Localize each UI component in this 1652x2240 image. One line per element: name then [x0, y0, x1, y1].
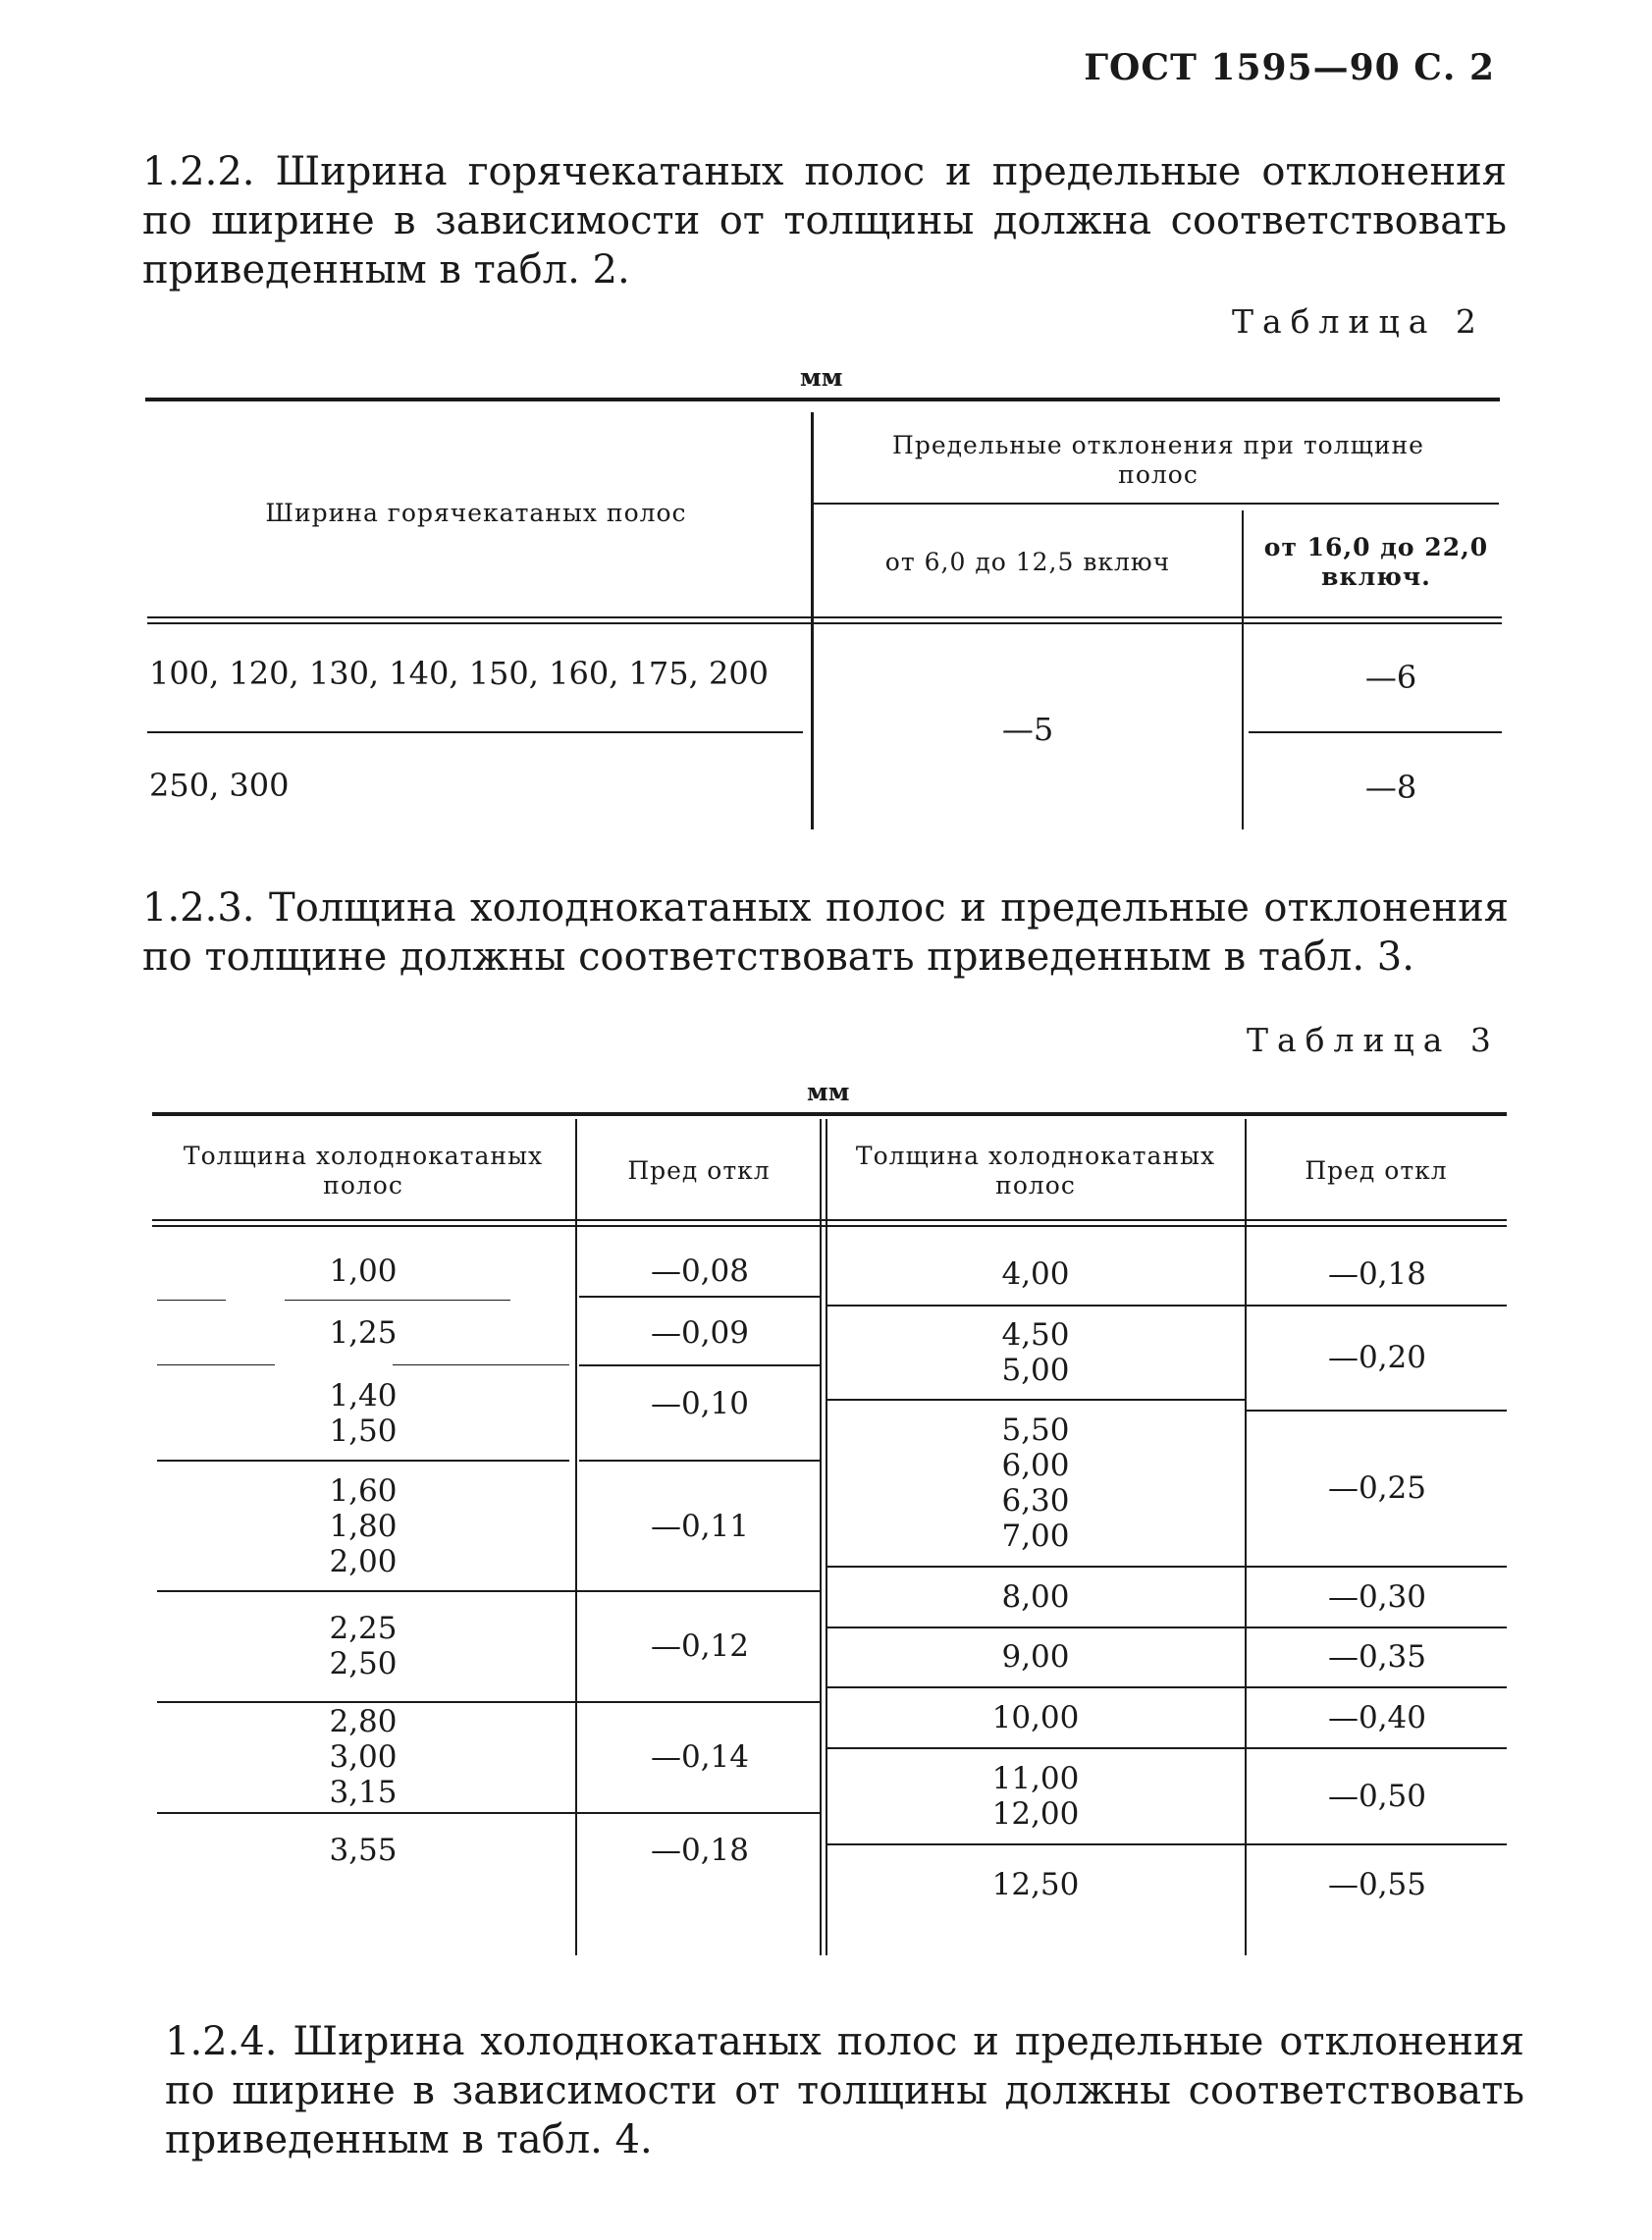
- table3-right-dev-cell: —0,30: [1327, 1578, 1427, 1615]
- table3-left-dev-cell: —0,10: [650, 1386, 750, 1421]
- table3-left-sep: [157, 1812, 821, 1814]
- table3-header-dev-right: Пред откл: [1305, 1156, 1448, 1185]
- table3-left-thickness-cell: 3,55: [329, 1833, 398, 1868]
- table3-right-dev-cell: —0,20: [1327, 1340, 1427, 1375]
- table3-right-dev-cell: —0,35: [1327, 1639, 1427, 1675]
- table3-header-thickness-right: Толщина холоднокатаных полос: [855, 1142, 1216, 1200]
- table3-header-dev-left: Пред откл: [627, 1156, 771, 1185]
- table3-left-dev-cell: —0,12: [650, 1628, 750, 1664]
- table3-left-thickness-cell: 1,25: [329, 1314, 398, 1351]
- table3-caption: Таблица 3: [1247, 1021, 1500, 1059]
- table2-header-rule-b: [147, 622, 1502, 624]
- table2-row-rule-left: [147, 731, 803, 733]
- table2-caption: Таблица 2: [1232, 302, 1485, 341]
- table3-header-rule-a: [152, 1219, 1507, 1221]
- table3-left-sep-dash: [157, 1364, 275, 1365]
- table3-right-sep: [827, 1305, 1507, 1307]
- table3-left-dev-sep: [579, 1296, 821, 1298]
- table3-right-sep: [827, 1843, 1507, 1845]
- table2-unit: мм: [800, 363, 843, 392]
- table2-header-rule-a: [147, 616, 1502, 618]
- table2-vline-1: [811, 412, 814, 829]
- table3-header-rule-b: [152, 1225, 1507, 1227]
- table3-left-dev-sep: [579, 1460, 821, 1462]
- table3-left-thickness-cell: 2,80 3,00 3,15: [329, 1704, 398, 1810]
- table2-row-rule-right: [1249, 731, 1502, 733]
- table3-left-sep: [157, 1460, 569, 1462]
- table2-row1-dev2: —6: [1364, 659, 1417, 696]
- table2-header-group: Предельные отклонения при толщине полос: [892, 431, 1424, 489]
- table3-left-thickness-cell: 1,00: [329, 1253, 398, 1289]
- table3-left-dev-cell: —0,09: [650, 1314, 750, 1351]
- table3-right-sep: [827, 1747, 1507, 1749]
- table2-subheader-2: от 16,0 до 22,0 включ.: [1263, 532, 1489, 591]
- table2-group-rule: [814, 503, 1499, 505]
- table3-right-dev-cell: —0,50: [1327, 1778, 1427, 1814]
- table3-right-thickness-cell: 10,00: [991, 1699, 1080, 1735]
- table3-top-rule: [152, 1112, 1507, 1116]
- table2-top-rule: [145, 398, 1500, 401]
- table3-right-sep: [827, 1566, 1507, 1568]
- table3-left-sep-dash: [157, 1300, 226, 1301]
- table3-left-dev-cell: —0,08: [650, 1253, 750, 1289]
- table2-row2-widths: 250, 300: [149, 767, 290, 804]
- table3-left-sep: [157, 1590, 821, 1592]
- table3-vline-2b: [826, 1119, 827, 1955]
- paragraph-1-2-4: 1.2.4. Ширина холоднокатаных полос и предельные отклонения по ширине в зависимости от толщины должны соответствовать приведенным в табл. 4.: [165, 2019, 1524, 2162]
- table2-row1-widths: 100, 120, 130, 140, 150, 160, 175, 200: [149, 655, 770, 692]
- table3-left-dev-sep: [579, 1364, 821, 1366]
- table3-right-thickness-cell: 8,00: [1001, 1578, 1070, 1615]
- table3-right-thickness-cell: 11,00 12,00: [991, 1760, 1080, 1832]
- table3-left-sep-dash: [393, 1364, 569, 1365]
- table3-header-thickness-left: Толщина холоднокатаных полос: [183, 1142, 544, 1200]
- table2-dev1-merged: —5: [1001, 710, 1054, 748]
- table3-left-thickness-cell: 2,25 2,50: [329, 1611, 398, 1681]
- table3-right-sep: [827, 1686, 1507, 1688]
- table3-right-thickness-cell: 4,50 5,00: [1001, 1317, 1070, 1388]
- running-head: ГОСТ 1595—90 С. 2: [1084, 47, 1495, 88]
- table2-vline-2: [1242, 510, 1244, 829]
- table3-right-dev-cell: —0,55: [1327, 1867, 1427, 1902]
- table3-left-dev-cell: —0,18: [650, 1833, 750, 1868]
- table3-left-thickness-cell: 1,40 1,50: [329, 1378, 398, 1449]
- table2-row2-dev2: —8: [1364, 769, 1417, 806]
- table3-right-sep: [1247, 1410, 1507, 1412]
- table3-vline-3: [1245, 1119, 1247, 1955]
- table2-subheader-1: от 6,0 до 12,5 включ: [884, 547, 1171, 576]
- table3-right-thickness-cell: 5,50 6,00 6,30 7,00: [1001, 1413, 1070, 1554]
- table3-left-dev-cell: —0,11: [650, 1509, 750, 1544]
- table3-right-dev-cell: —0,18: [1327, 1256, 1427, 1292]
- table3-right-dev-cell: —0,25: [1327, 1470, 1427, 1506]
- table3-left-sep-dash: [285, 1300, 510, 1301]
- table3-right-sep: [827, 1399, 1245, 1401]
- table3-right-thickness-cell: 12,50: [991, 1867, 1080, 1902]
- table3-vline-1: [575, 1119, 577, 1955]
- paragraph-1-2-2: 1.2.2. Ширина горячекатаных полос и предельные отклонения по ширине в зависимости от толщины должна соответствовать приведенным в табл. 2.: [142, 149, 1507, 293]
- table2-header-width: Ширина горячекатаных полос: [265, 498, 687, 527]
- table3-left-thickness-cell: 1,60 1,80 2,00: [329, 1473, 398, 1579]
- table3-unit: мм: [807, 1078, 850, 1106]
- paragraph-1-2-3: 1.2.3. Толщина холоднокатаных полос и предельные отклонения по толщине должны соответствовать приведенным в табл. 3.: [142, 885, 1509, 980]
- table3-right-thickness-cell: 9,00: [1001, 1639, 1070, 1675]
- table3-left-sep: [157, 1701, 821, 1703]
- table3-right-thickness-cell: 4,00: [1001, 1256, 1070, 1292]
- table3-right-dev-cell: —0,40: [1327, 1699, 1427, 1735]
- table3-right-sep: [827, 1627, 1507, 1628]
- table3-left-dev-cell: —0,14: [650, 1739, 750, 1775]
